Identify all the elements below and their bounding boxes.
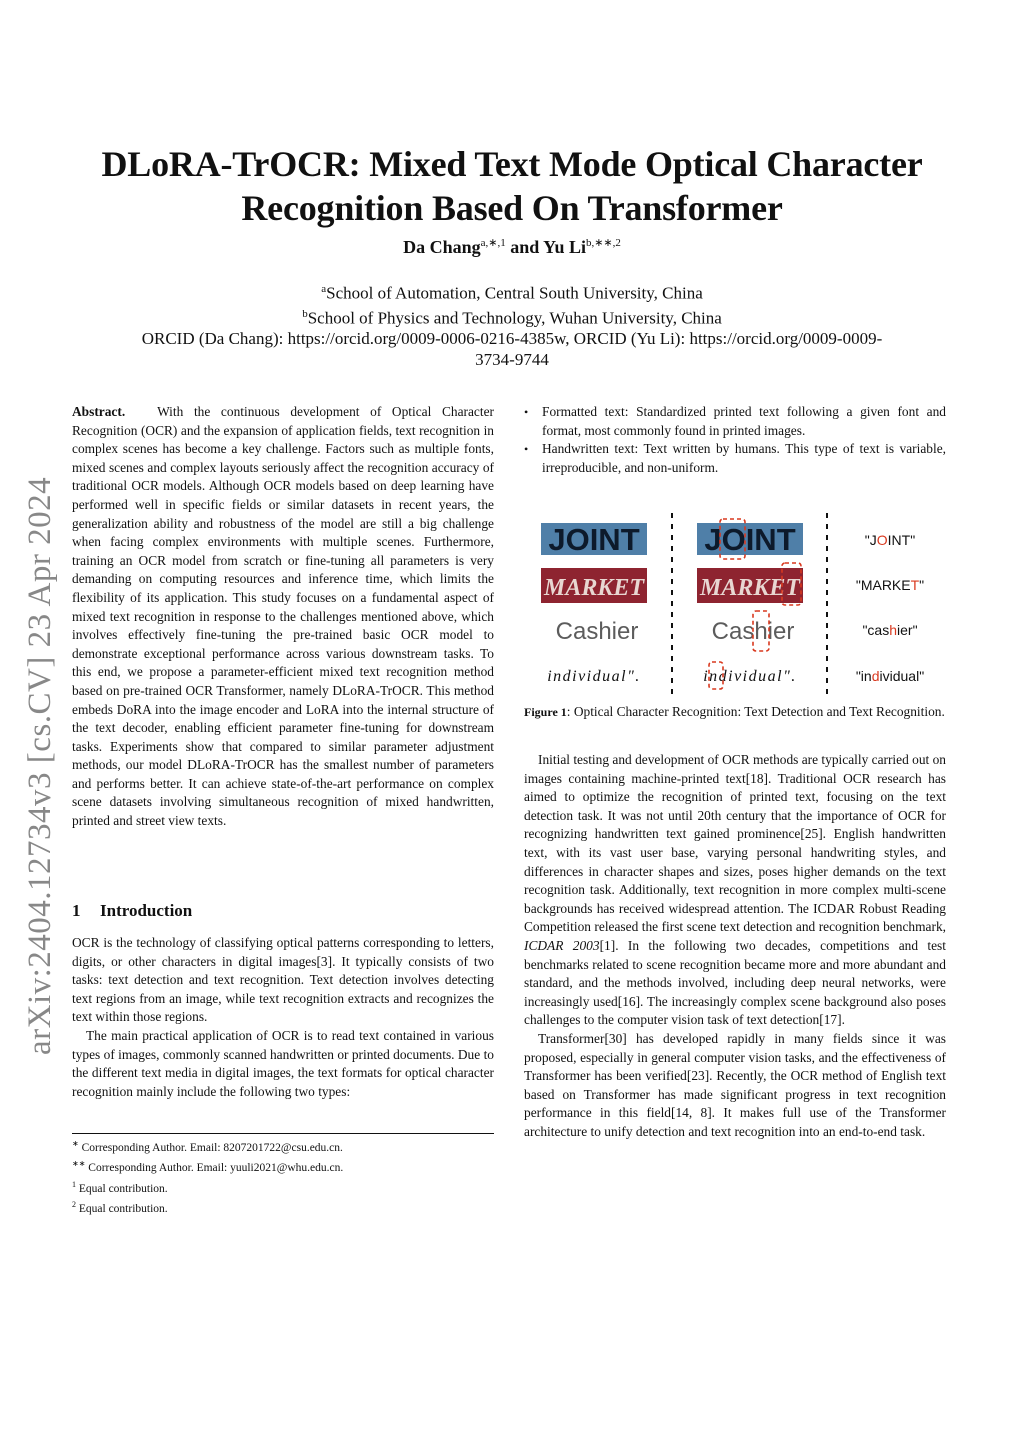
market-detect-text: MARKET <box>699 575 801 601</box>
footnote <box>72 1136 494 1156</box>
intro-paragraph-2: The main practical application of OCR is to read text contained in various types of images, commonly scanned handwritten or printed documents. Due to the different text media in digital images, the text formats for optical character recognition mainly include the following two types: <box>72 1027 494 1099</box>
orcid-line: ORCID (Da Chang): https://orcid.org/0009-0006-0216-4385w, ORCID (Yu Li): https://orcid.org/0009-0009-3734-9744 <box>141 329 883 370</box>
joint-detect-text: JOINT <box>704 522 796 557</box>
cashier-detect-text: Cashier <box>711 618 795 645</box>
cashier-image-text: Cashier <box>555 618 639 645</box>
bullet-icon: • <box>524 442 529 457</box>
recognized-text-part: "J <box>864 532 877 548</box>
recognized-text-part: " <box>919 577 925 593</box>
footnote-text: Equal contribution. <box>78 1202 168 1215</box>
footnote-mark: ∗ <box>72 1139 79 1148</box>
section-heading-introduction <box>72 901 192 921</box>
intro-paragraph-1: OCR is the technology of classifying optical patterns corresponding to letters, digits, or other characters in digital images[3]. It typically consists of two tasks: text detection and text recognition. Text detection involves detecting text regions from an image, while text recognition extracts and recognizes the text within those regions. <box>72 935 494 1025</box>
footnote-mark: 1 <box>72 1179 76 1189</box>
footnote <box>72 1177 494 1197</box>
footnote-mark: ∗∗ <box>72 1159 86 1169</box>
abstract-text: With the continuous development of Optical Character Recognition (OCR) and the expansion of application fields, text recognition in complex scenes has become a key challenge. Factors such as multiple fonts, mixed scenes and complex layouts seriously affect the recognition accuracy of traditional OCR models. Although OCR models based on deep learning have performed well in specific fields or similar datasets in recent years, the generalization ability and robustness of the model are still a big challenge when facing complex environments with multiple scenes. Furthermore, training an OCR model from scratch or fine-tuning all parameters is very demanding on computing resources and inference time, which limits the flexibility of its application. This study focuses on a fundamental aspect of mixed text recognition in response to the challenges mentioned above, which involves effectively fine-tuning the pre-trained basic OCR model to demonstrate exceptional performance across various downstream tasks. To this end, we propose a parameter-efficient mixed text recognition method based on pre-trained OCR Transformer, namely DLoRA-TrOCR. This method embeds DoRA into the image encoder and LoRA into the internal structure of the text decoder, enabling efficient parameter fine-tuning for downstream tasks. Experiments show that compared to similar parameter adjustment methods, our model DLoRA-TrOCR has the smallest number of parameters and performs better. It can achieve state-of-the-art performance on complex scene datasets involving simultaneous recognition of mixed handwritten, printed and street view texts. <box>72 404 494 829</box>
affiliation-b-text: School of Physics and Technology, Wuhan University, China <box>307 308 722 328</box>
recognized-text <box>862 622 917 638</box>
recognized-text-part: INT" <box>887 532 916 548</box>
list-item <box>524 403 946 440</box>
figure-caption <box>524 703 946 722</box>
recognized-text-part: ier" <box>897 622 918 638</box>
affiliation-b <box>140 304 884 329</box>
footnote-rule <box>72 1133 494 1134</box>
recognized-highlight: h <box>889 622 898 638</box>
body-paragraph-1-text-cont: [1]. In the following two decades, competitions and test benchmarks related to scene recognition became more and more abundant and standard, and the methods involved, including deep neural networks, were increasingly used[16]. The increasingly complex scene background also poses challenges to the computer vision task of text detection[17]. <box>524 937 946 1028</box>
footnote-text: Corresponding Author. Email: yuuli2021@whu.edu.cn. <box>88 1162 344 1175</box>
affiliation-a-mark: a <box>321 283 327 295</box>
bullet-icon: • <box>524 405 529 419</box>
footnotes <box>72 1136 494 1217</box>
recognized-text-part: "in <box>855 668 872 684</box>
author-1-affil: a,∗,1 <box>480 237 506 249</box>
recognized-highlight: T <box>910 577 920 593</box>
author-line <box>0 236 1024 258</box>
body-paragraph-1-text: Initial testing and development of OCR methods are typically carried out on images containing machine-printed text[18]. Traditional OCR research has aimed to optimize the recognition of printed text, focusing on the text detection task. It was not until 20th century that the importance of OCR for recognizing handwritten text gained prominence[25]. English handwritten text, with its vast user base, varying personal handwriting styles, and differences in character shapes and sizes, poses higher demands on the text recognition task. Additionally, text recognition in more complex multi-scene backgrounds has received widespread attention. The ICDAR Robust Reading Competition released the first scene text detection and recognition benchmark, <box>524 752 946 935</box>
affiliation-a <box>140 279 884 304</box>
abstract <box>72 403 494 831</box>
list-item-text: Formatted text: Standardized printed text following a given font and format, most commonly found in printed images. <box>542 404 946 438</box>
paper-title: DLoRA-TrOCR: Mixed Text Mode Optical Character Recognition Based On Transformer <box>101 144 923 228</box>
footnote-text: Corresponding Author. Email: 8207201722@csu.edu.cn. <box>81 1141 343 1154</box>
abstract-label: Abstract. <box>72 404 126 419</box>
recognized-text <box>856 577 924 593</box>
figure-1-ocr-illustration <box>524 505 946 695</box>
author-2: Yu Li <box>543 237 586 257</box>
market-image-text: MARKET <box>543 575 645 601</box>
recognized-highlight: O <box>876 532 888 548</box>
benchmark-name: ICDAR 2003 <box>524 937 600 953</box>
figure-caption-text: : Optical Character Recognition: Text Detection and Text Recognition. <box>566 704 945 719</box>
recognized-text-part: ividual" <box>879 668 925 684</box>
footnote-mark: 2 <box>72 1199 76 1209</box>
affiliation-a-text: School of Automation, Central South University, China <box>326 283 703 303</box>
individual-image-text: individual". <box>547 668 641 685</box>
footnote <box>72 1197 494 1217</box>
list-item-text: Handwritten text: Text written by humans. This type of text is variable, irreproducible, and non-uniform. <box>542 441 946 475</box>
footnote-text: Equal contribution. <box>78 1182 168 1195</box>
section-title: Introduction <box>100 901 193 920</box>
figure-label: Figure 1 <box>524 705 567 719</box>
body-paragraph-1 <box>524 751 946 1030</box>
text-type-list <box>524 403 946 477</box>
recognized-text <box>865 532 915 548</box>
footnote <box>72 1156 494 1176</box>
recognized-text-part: "MARKE <box>855 577 911 593</box>
author-2-affil: b,∗∗,2 <box>585 237 621 249</box>
individual-detect-text: individual". <box>703 668 797 685</box>
author-1: Da Chang <box>403 237 481 257</box>
affiliations <box>140 279 884 370</box>
recognized-text-part: "cas <box>862 622 890 638</box>
body-text-right <box>524 751 946 1141</box>
affiliation-b-mark: b <box>302 307 308 320</box>
recognized-text <box>856 668 924 684</box>
body-paragraph-2: Transformer[30] has developed rapidly in many fields since it was proposed, especially in general computer vision tasks, and the effectiveness of Transformer has been verified[23]. Recently, the OCR method of English text based on Transformer has made significant progress in text recognition performance in this field[14, 8]. It makes full use of the Transformer architecture to unify detection and text recognition into an end-to-end task. <box>524 1030 946 1139</box>
recognized-highlight: d <box>871 668 880 684</box>
list-item <box>524 440 946 477</box>
section-number: 1 <box>72 901 81 920</box>
author-conjunction: and <box>505 237 544 257</box>
arxiv-identifier: arXiv:2404.12734v3 [cs.CV] 23 Apr 2024 <box>22 476 58 1055</box>
joint-image-text: JOINT <box>548 522 640 557</box>
introduction-body <box>72 934 494 1101</box>
